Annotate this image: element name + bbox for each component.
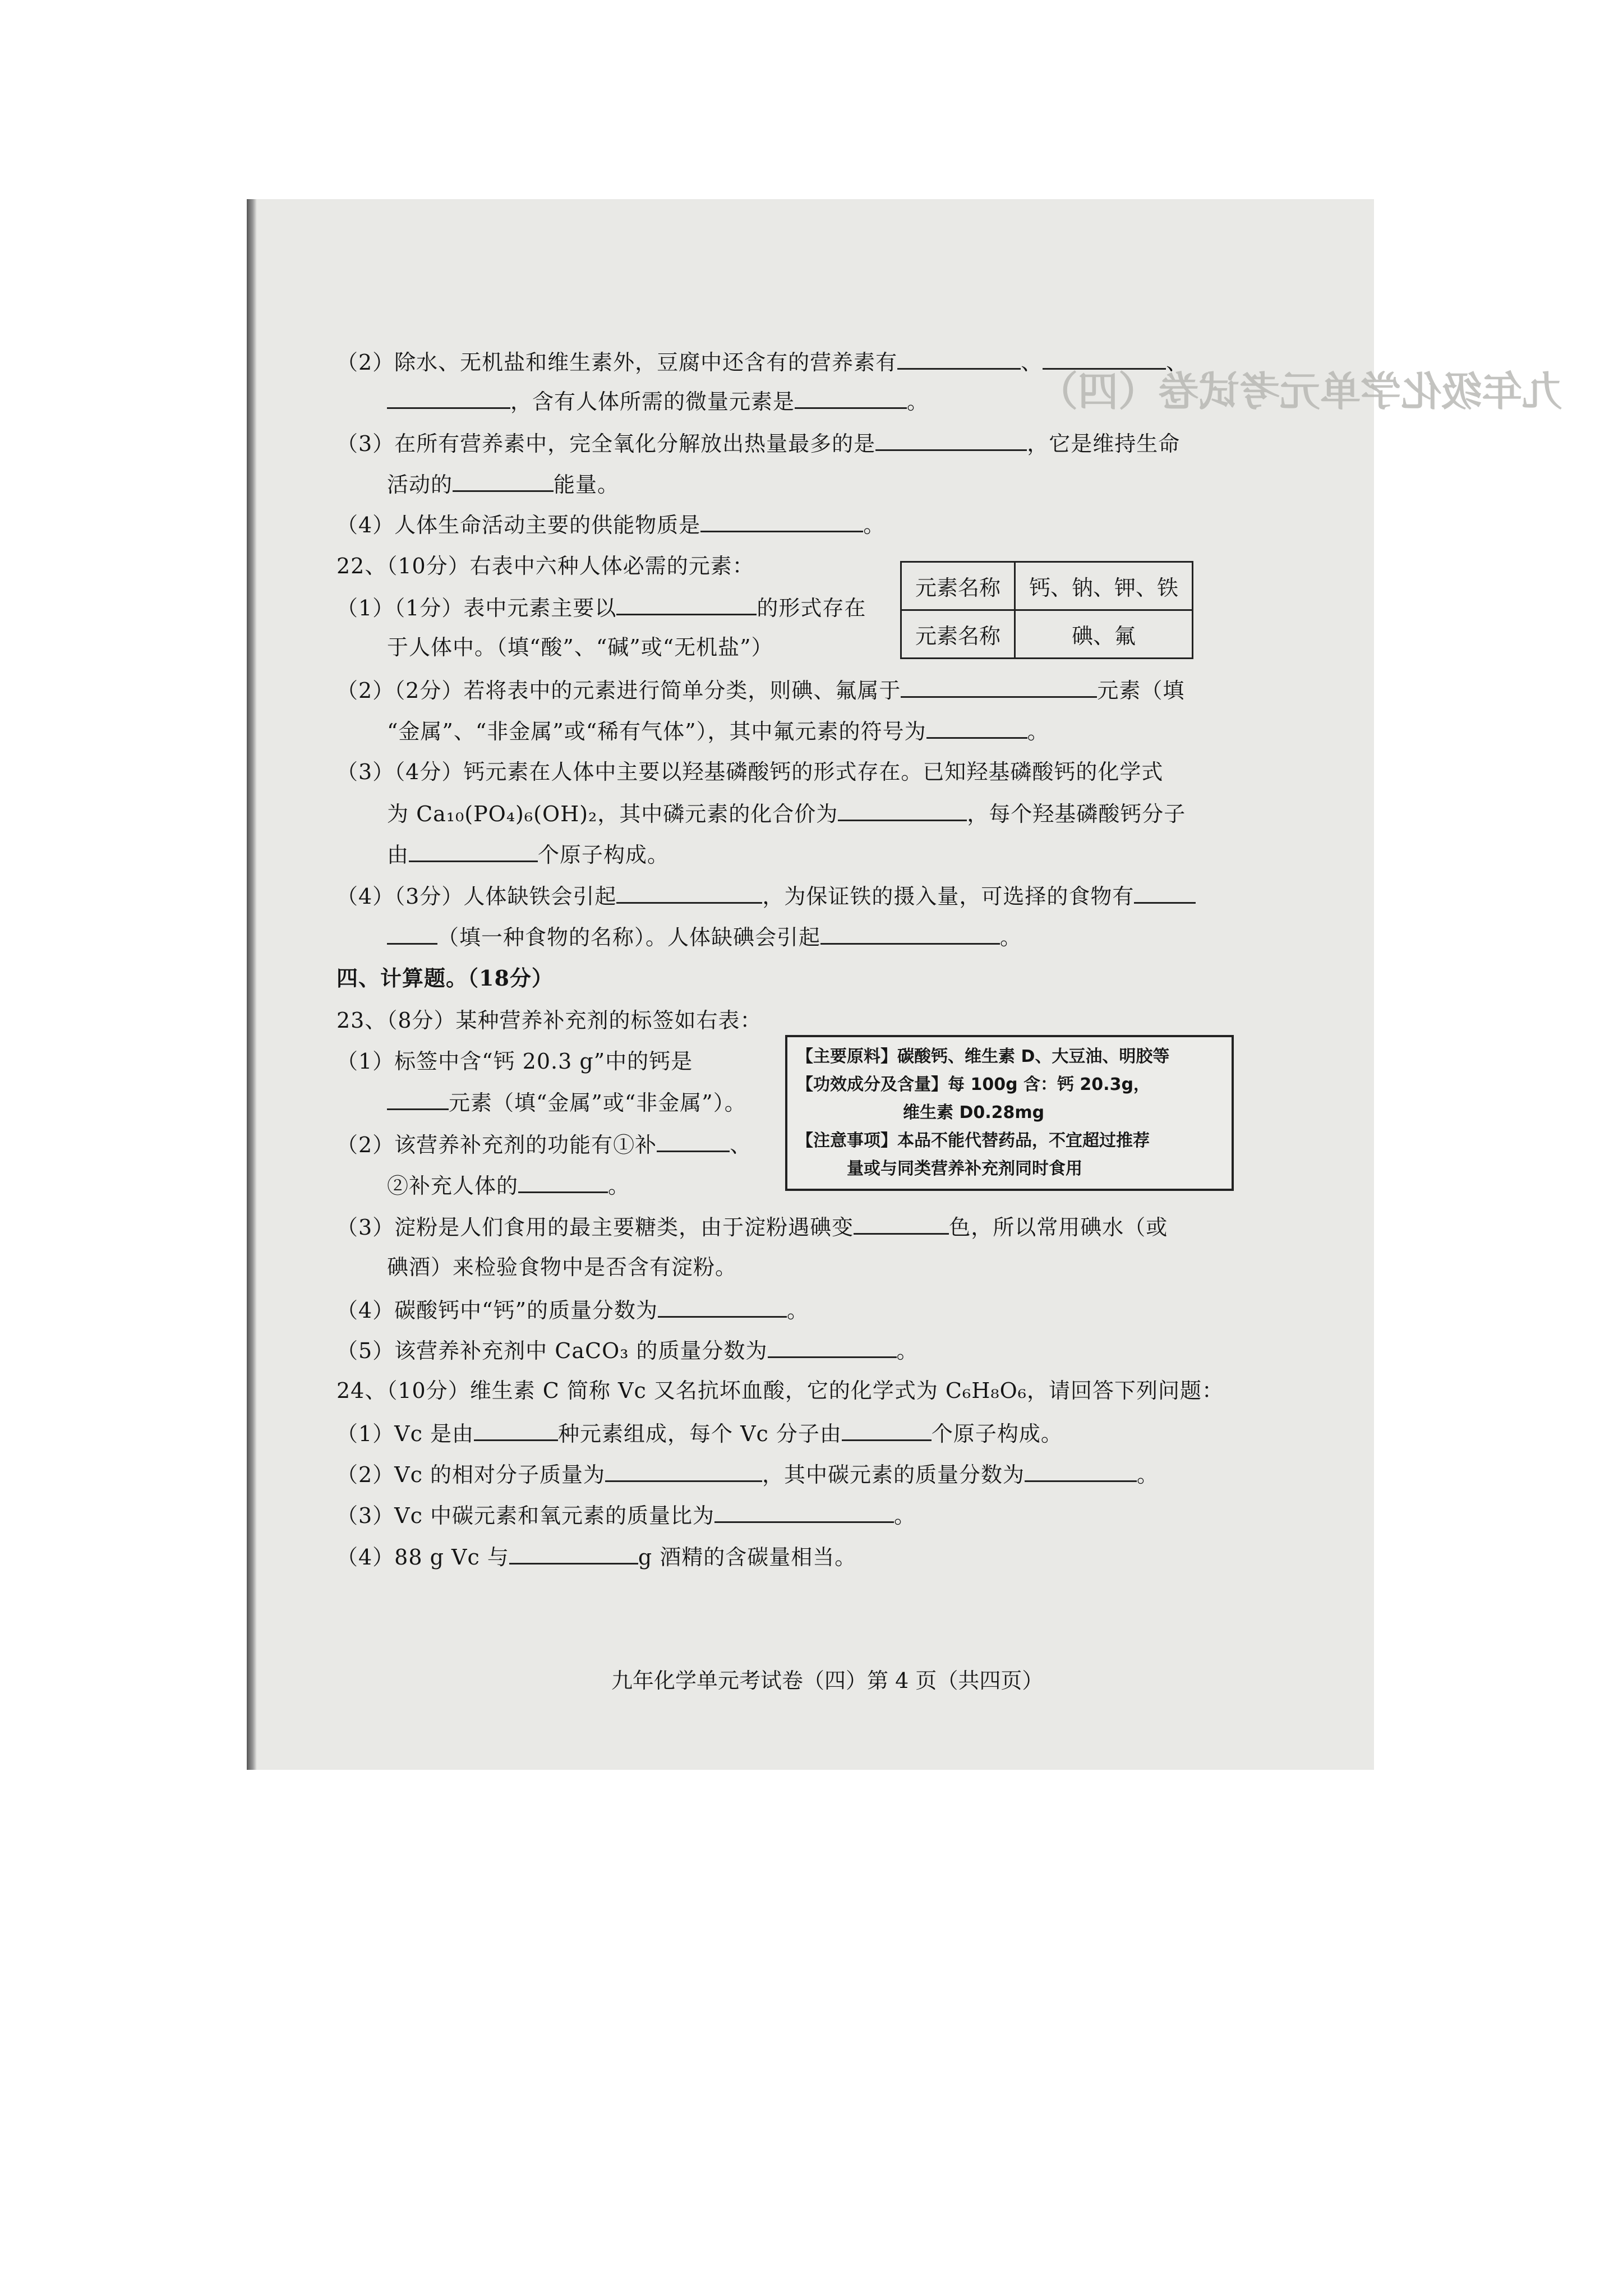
answer-blank[interactable] [700,510,863,532]
table-row [901,610,1193,659]
answer-blank[interactable] [658,1296,787,1318]
answer-blank[interactable] [518,1171,608,1193]
answer-blank[interactable] [453,470,554,492]
q23-title: 23、（8分）某种营养补充剂的标签如右表： [336,1008,762,1033]
q23-1-line1: （1）标签中含“钙 20.3 g”中的钙是 [336,1049,693,1074]
q22-title: 22、（10分）右表中六种人体必需的元素： [336,554,754,578]
answer-blank[interactable] [509,1543,638,1565]
answer-blank[interactable] [387,387,510,409]
q21-3-line2: 活动的 能量。 [387,470,619,498]
q22-2-line2: “金属”、“非金属”或“稀有气体”），其中氟元素的符号为 。 [387,717,1049,745]
q22-3-line1: （3）（4分）钙元素在人体中主要以羟基磷酸钙的形式存在。已知羟基磷酸钙的化学式 [336,760,1164,784]
answer-blank[interactable] [820,923,1000,945]
bleed-through-title: 九年级化学单元考试卷（四） [1038,367,1563,415]
answer-blank[interactable] [387,923,437,945]
answer-blank[interactable] [926,717,1027,739]
q24-title: 24、（10分）维生素 C 简称 Vc 又名抗坏血酸，它的化学式为 C₆H₈O₆，请回答下列问题： [336,1378,1224,1403]
q24-4: （4）88 g Vc 与 g 酒精的含碳量相当。 [336,1543,856,1571]
answer-blank[interactable] [842,1419,932,1441]
answer-blank[interactable] [838,799,967,821]
q22-1-line2: 于人体中。（填“酸”、“碱”或“无机盐”） [387,635,773,660]
supplement-label-box [785,1035,1234,1191]
q24-2: （2）Vc 的相对分子质量为 ，其中碳元素的质量分数为 。 [336,1460,1159,1488]
answer-blank[interactable] [714,1501,894,1523]
answer-blank[interactable] [1025,1460,1137,1482]
table-cell: 碘、氟 [1015,610,1193,659]
q22-2-line1: （2）（2分）若将表中的元素进行简单分类，则碘、氟属于 元素（填 [336,676,1184,704]
table-cell: 元素名称 [901,610,1015,659]
answer-blank[interactable] [768,1336,897,1358]
label-line: 量或与同类营养补充剂同时食用 [847,1159,1082,1179]
q22-4-line1: （4）（3分）人体缺铁会引起 ，为保证铁的摄入量，可选择的食物有 [336,882,1196,910]
answer-blank[interactable] [657,1130,730,1152]
answer-blank[interactable] [387,1088,449,1110]
answer-blank[interactable] [605,1460,762,1482]
answer-blank[interactable] [1134,882,1196,904]
q22-3-line2: 为 Ca₁₀(PO₄)₆(OH)₂，其中磷元素的化合价为 ，每个羟基磷酸钙分子 [387,799,1186,827]
answer-blank[interactable] [409,840,538,862]
q22-4-line2: （填一种食物的名称）。人体缺碘会引起 。 [387,923,1022,951]
answer-blank[interactable] [616,593,757,615]
answer-blank[interactable] [901,676,1097,698]
label-line: 维生素 D0.28mg [903,1103,1045,1122]
answer-blank[interactable] [1043,348,1166,370]
label-line: 【主要原料】碳酸钙、维生素 D、大豆油、明胶等 [796,1047,1170,1066]
element-table [900,561,1193,659]
q23-3-line1: （3）淀粉是人们食用的最主要糖类，由于淀粉遇碘变 色，所以常用碘水（或 [336,1213,1168,1241]
q22-1-line1: （1）（1分）表中元素主要以 的形式存在 [336,593,866,622]
answer-blank[interactable] [474,1419,558,1441]
q24-3: （3）Vc 中碳元素和氧元素的质量比为 。 [336,1501,916,1529]
label-line: 【注意事项】本品不能代替药品，不宜超过推荐 [796,1131,1150,1151]
q23-1-line2: 元素（填“金属”或“非金属”）。 [387,1088,746,1116]
answer-blank[interactable] [875,429,1027,451]
q23-3-line2: 碘酒）来检验食物中是否含有淀粉。 [387,1255,737,1280]
q23-2-line1: （2）该营养补充剂的功能有①补 、 [336,1130,751,1158]
q23-2-line2: ②补充人体的 。 [387,1171,630,1199]
q23-5: （5）该营养补充剂中 CaCO₃ 的质量分数为 。 [336,1336,919,1364]
q24-1: （1）Vc 是由 种元素组成，每个 Vc 分子由 个原子构成。 [336,1419,1063,1447]
q21-2-line2: ，含有人体所需的微量元素是 。 [387,387,929,415]
page-footer: 九年化学单元考试卷（四）第 4 页（共四页） [611,1668,1044,1693]
q23-4: （4）碳酸钙中“钙”的质量分数为 。 [336,1296,809,1324]
table-row [901,562,1193,610]
answer-blank[interactable] [616,882,762,904]
table-cell: 钙、钠、钾、铁 [1015,562,1193,610]
section-heading: 四、计算题。（18分） [336,965,554,991]
q21-3-line1: （3）在所有营养素中，完全氧化分解放出热量最多的是 ，它是维持生命 [336,429,1180,457]
q21-4: （4）人体生命活动主要的供能物质是 。 [336,510,885,539]
answer-blank[interactable] [897,348,1021,370]
q22-3-line3: 由 个原子构成。 [387,840,669,868]
q21-2-line1: （2）除水、无机盐和维生素外，豆腐中还含有的营养素有 、 、 [336,348,1188,376]
binding-shadow [247,199,257,1770]
label-line: 【功效成分及含量】每 100g 含：钙 20.3g， [796,1075,1150,1094]
answer-blank[interactable] [854,1213,949,1235]
table-cell: 元素名称 [901,562,1015,610]
answer-blank[interactable] [795,387,907,409]
